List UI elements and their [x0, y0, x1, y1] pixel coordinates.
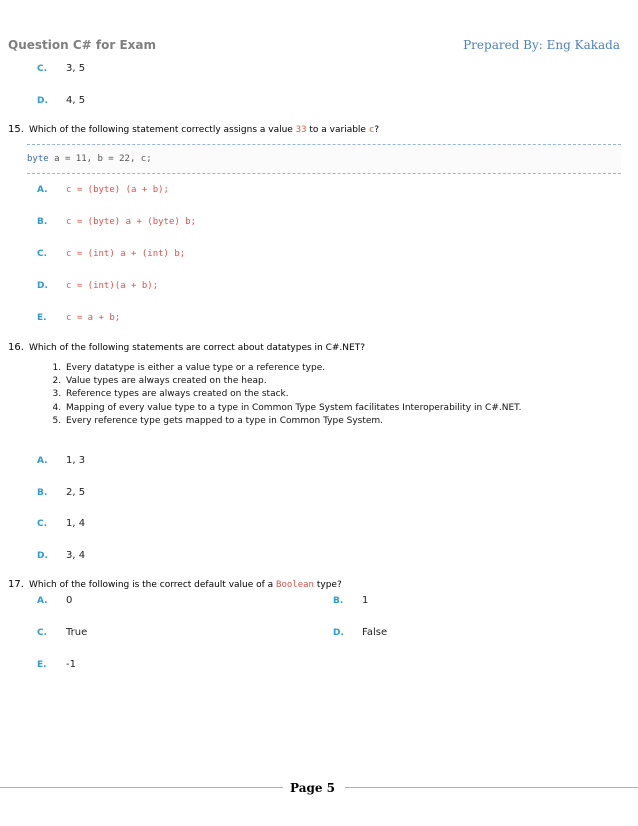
option-code: c = (int)(a + b);: [66, 281, 159, 291]
header-title: Question C# for Exam: [8, 38, 156, 52]
option-letter: D.: [333, 628, 344, 638]
option-letter: B.: [37, 488, 48, 498]
inline-code-value: 33: [295, 125, 307, 135]
option-code: c = a + b;: [66, 313, 121, 323]
option-text: 3, 4: [66, 550, 86, 561]
option-letter: E.: [37, 313, 47, 323]
option-text: 1: [362, 595, 369, 606]
question-text: Which of the following statements are correct about datatypes in C#.NET?: [29, 343, 365, 353]
question-15: [8, 117, 379, 136]
option-code: c = (byte) (a + b);: [66, 185, 169, 195]
question-16: [8, 335, 365, 354]
option-text: 0: [66, 595, 73, 606]
option-letter: A.: [37, 185, 48, 195]
question-number: 15.: [8, 124, 24, 135]
list-item: 5. Every reference type gets mapped to a type in Common Type System.: [64, 415, 521, 428]
question-text: Which of the following is the correct default value of a Boolean type?: [29, 580, 342, 590]
page-number: Page 5: [290, 781, 336, 795]
option-letter: C.: [37, 628, 48, 638]
list-item: 2. Value types are always created on the heap.: [64, 375, 521, 388]
option-text: 4, 5: [66, 95, 86, 106]
option-text: 1, 4: [66, 518, 86, 529]
inline-code-var: c: [368, 125, 375, 135]
question-text: Which of the following statement correctly assigns a value 33 to a variable c?: [29, 125, 380, 135]
code-line: [27, 154, 152, 164]
footer-rule-left: [0, 787, 283, 788]
option-letter: E.: [37, 660, 47, 670]
option-letter: A.: [37, 456, 48, 466]
option-text: -1: [66, 659, 76, 670]
option-text: 1, 3: [66, 455, 86, 466]
option-letter: B.: [333, 596, 344, 606]
option-text: 2, 5: [66, 487, 86, 498]
question-17: [8, 572, 342, 591]
list-item: 3. Reference types are always created on the stack.: [64, 388, 521, 401]
option-text: 3, 5: [66, 63, 86, 74]
option-letter: B.: [37, 217, 48, 227]
header-author: Prepared By: Eng Kakada: [463, 38, 620, 52]
option-letter: C.: [37, 519, 48, 529]
option-letter: C.: [37, 64, 48, 74]
list-item: 1. Every datatype is either a value type or a reference type.: [64, 362, 521, 375]
option-code: c = (byte) a + (byte) b;: [66, 217, 197, 227]
option-letter: C.: [37, 249, 48, 259]
option-letter: A.: [37, 596, 48, 606]
question-number: 17.: [8, 579, 24, 590]
inline-code-keyword: Boolean: [276, 580, 314, 590]
footer-rule-right: [345, 787, 638, 788]
list-item: 4. Mapping of every value type to a type in Common Type System facilitates Interoperability in C#.NET.: [64, 402, 521, 415]
option-letter: D.: [37, 96, 48, 106]
code-keyword: byte: [27, 154, 49, 164]
statement-list: [44, 362, 521, 428]
question-number: 16.: [8, 342, 24, 353]
option-letter: D.: [37, 551, 48, 561]
code-text: a = 11, b = 22, c;: [48, 154, 152, 164]
option-code: c = (int) a + (int) b;: [66, 249, 186, 259]
option-letter: D.: [37, 281, 48, 291]
option-text: False: [362, 627, 388, 638]
option-text: True: [66, 627, 88, 638]
